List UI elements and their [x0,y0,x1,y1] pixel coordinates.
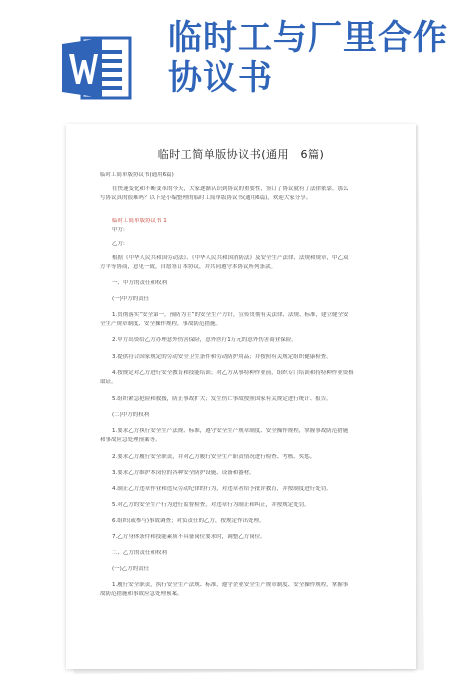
doc-line: 3.提供符合国家规定的劳动安全卫生条件和劳动防护用品；并按照有关规定组织健康检查。 [112,354,332,360]
doc-line: 二、乙方的责任和权利 [112,550,168,556]
document-page [66,124,416,669]
doc-line: 1.贯彻落实“安全第一，预防为主”的安全生产方针，宣传贯彻有关法律、法规、标准，建立健全安 [112,312,349,318]
doc-line: 临时工简单版协议书(通用6篇) [100,172,174,178]
doc-line: 5.组织紧急抢险和救援，防止事故扩大；发生伤亡事故按照国家有关规定进行统计、报告。 [112,396,332,402]
word-document-icon [62,36,132,100]
doc-line: 在快速变化和不断变革的今天，大家逐渐认识到协议的重要性，签订了协议就有了法律依靠。那么 [112,186,349,192]
doc-line: 和事故应急处理预案等。 [100,437,161,443]
doc-line: 3.要求乙方维护本岗位的各种安全防护设施、设备和器材。 [112,470,255,476]
doc-line: 1.要求乙方执行安全生产法规、标准，遵守安全生产规章制度、安全操作规程，掌握事故防范措施 [112,428,349,434]
doc-line: 甲方: [112,227,125,233]
doc-line: 故防范措施和事故应急处理预案。 [100,591,183,597]
doc-line: 方平等协商，意见一致，自愿签订本协议，并共同遵守本协议所列条款。 [100,264,277,270]
title-line-2: 协议书 [168,58,273,98]
doc-line: 写协议真的很难吗？以下是小编整理的临时工简单版协议书(通用6篇)，欢迎大家分享。 [100,195,312,201]
doc-line: 2.要求乙方履行安全职责，并对乙方履行安全生产职责情况进行检查、考核、奖惩。 [112,454,316,460]
document-title: 临时工简单版协议书(通用 6篇) [157,148,325,161]
doc-line: (一)甲方的责任 [112,296,150,302]
doc-line: 乙方: [112,241,125,247]
doc-line: 1.履行安全职责，执行安全生产法规、标准，遵守企业安全生产规章制度、安全操作规程，掌握事 [112,582,349,588]
page-header [0,0,474,120]
doc-line: (二)甲方的权利 [112,412,150,418]
doc-line: 2.甲方出资给乙方办理意外伤害保险，意外医疗1万元的意外伤害商业保险。 [112,337,297,343]
doc-line: 7.乙方身体条件和技能素质不具备岗位要求时，调整乙方岗位。 [112,534,266,540]
doc-line: 根据《中华人民共和国劳动法》、《中华人民共和国消防法》及安全生产法律、法规和规章，甲乙双 [112,255,349,261]
title-line-1: 临时工与厂里合作 [168,18,448,58]
doc-section-heading: 临时工简单版协议书 1 [112,218,167,224]
doc-line: 全生产规章制度、安全操作规程，事故防范措施。 [100,321,222,327]
doc-line: 取证。 [100,379,117,385]
doc-line: (一)乙方的责任 [112,566,150,572]
page-title [168,18,468,98]
doc-line: 4.制止乙方违章作业和违反劳动纪律的行为，对违章者给予批评教育，并按制度进行处罚。 [112,486,332,492]
doc-line: 6.组织(或参与)事故调查；对负责任的乙方，按规定作出处理。 [112,518,265,524]
doc-line: 一、甲方的责任和权利 [112,280,168,286]
doc-line: 5.对乙方的安全生产行为进行监督检查，对违章行为制止和纠正，并按规定处罚。 [112,502,310,508]
doc-line: 4.按规定对乙方进行安全教育和技能培训；对乙方从事特种作业前，组织专门培训和持特种作业资格 [112,370,354,376]
